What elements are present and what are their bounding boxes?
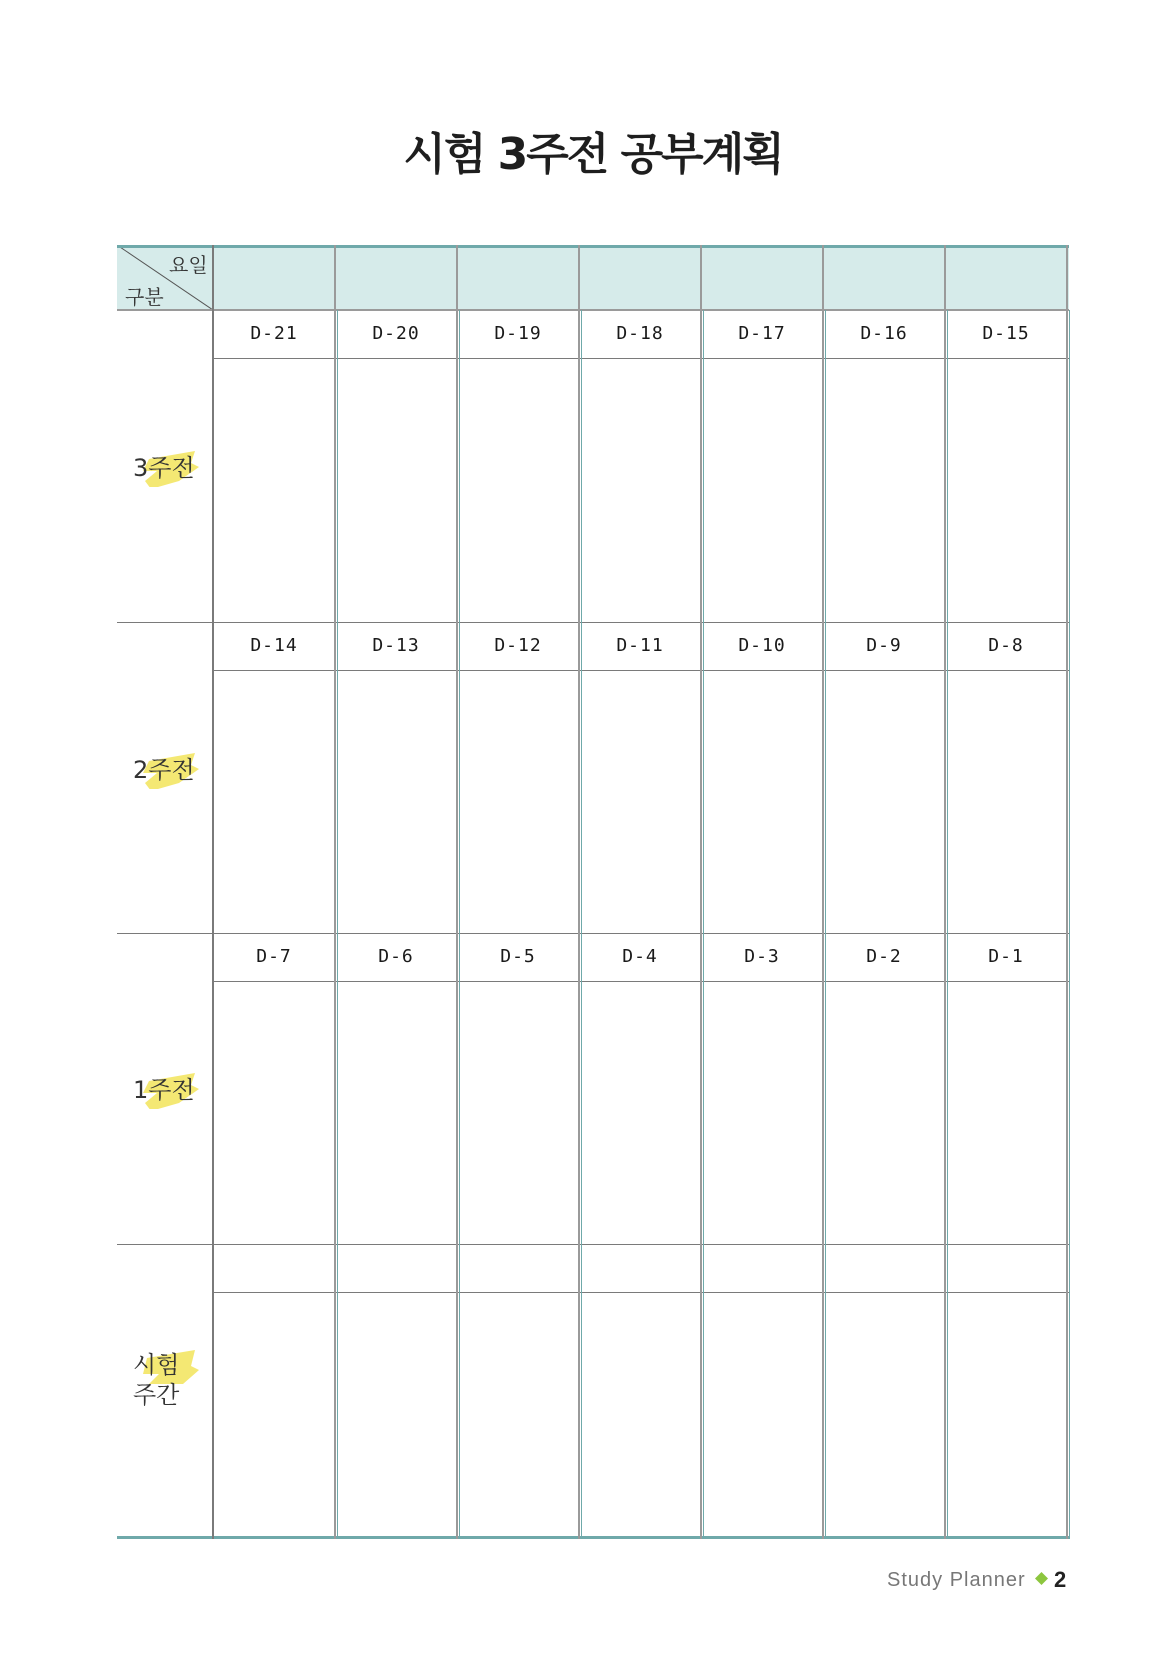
day-label: D-16 bbox=[860, 323, 908, 344]
top-rule bbox=[117, 245, 1069, 248]
column-rule-accent bbox=[947, 310, 948, 1539]
column-rule-accent bbox=[825, 310, 826, 1539]
column-rule bbox=[212, 245, 214, 1539]
section-separator bbox=[117, 622, 1069, 623]
day-label: D-5 bbox=[500, 946, 536, 967]
corner-label-weekday: 요일 bbox=[169, 253, 208, 277]
day-row-rule bbox=[213, 1292, 1069, 1293]
column-rule bbox=[578, 245, 580, 1539]
day-label: D-9 bbox=[866, 635, 902, 656]
weekday-header-row bbox=[117, 245, 1069, 310]
day-label: D-6 bbox=[378, 946, 414, 967]
day-label: D-12 bbox=[494, 635, 542, 656]
bottom-rule bbox=[117, 1536, 1069, 1539]
column-rule-accent bbox=[459, 310, 460, 1539]
page-number: 2 bbox=[1054, 1567, 1067, 1592]
day-label: D-18 bbox=[616, 323, 664, 344]
day-label: D-10 bbox=[738, 635, 786, 656]
section-label: 3주전 bbox=[133, 454, 195, 482]
column-rule-accent bbox=[581, 310, 582, 1539]
column-rule bbox=[334, 245, 336, 1539]
section-separator bbox=[117, 933, 1069, 934]
day-label: D-2 bbox=[866, 946, 902, 967]
day-label: D-3 bbox=[744, 946, 780, 967]
day-label: D-8 bbox=[988, 635, 1024, 656]
day-row-rule bbox=[213, 670, 1069, 671]
column-rule-accent bbox=[703, 310, 704, 1539]
column-rule bbox=[700, 245, 702, 1539]
column-rule bbox=[1066, 245, 1068, 1539]
section-label: 2주전 bbox=[133, 756, 195, 784]
section-separator bbox=[117, 1244, 1069, 1245]
day-label: D-14 bbox=[250, 635, 298, 656]
day-row-rule bbox=[213, 358, 1069, 359]
footer-study-planner: Study Planner bbox=[887, 1569, 1026, 1591]
day-label: D-7 bbox=[256, 946, 292, 967]
column-rule bbox=[822, 245, 824, 1539]
column-rule-accent bbox=[1069, 310, 1070, 1539]
diamond-icon bbox=[1035, 1572, 1048, 1585]
day-label: D-17 bbox=[738, 323, 786, 344]
section-label: 시험 주간 bbox=[133, 1351, 180, 1409]
column-rule-accent bbox=[337, 310, 338, 1539]
day-label: D-13 bbox=[372, 635, 420, 656]
planner-table bbox=[117, 245, 1069, 1539]
day-row-rule bbox=[213, 981, 1069, 982]
day-label: D-15 bbox=[982, 323, 1030, 344]
column-rule bbox=[456, 245, 458, 1539]
section-label: 1주전 bbox=[133, 1076, 195, 1104]
corner-label-category: 구분 bbox=[125, 285, 164, 309]
day-label: D-20 bbox=[372, 323, 420, 344]
column-rule bbox=[944, 245, 946, 1539]
day-label: D-4 bbox=[622, 946, 658, 967]
day-label: D-21 bbox=[250, 323, 298, 344]
day-label: D-19 bbox=[494, 323, 542, 344]
header-bottom-rule bbox=[117, 309, 1069, 311]
day-label: D-1 bbox=[988, 946, 1024, 967]
page-title: 시험 3주전 공부계획 bbox=[403, 129, 783, 180]
day-label: D-11 bbox=[616, 635, 664, 656]
